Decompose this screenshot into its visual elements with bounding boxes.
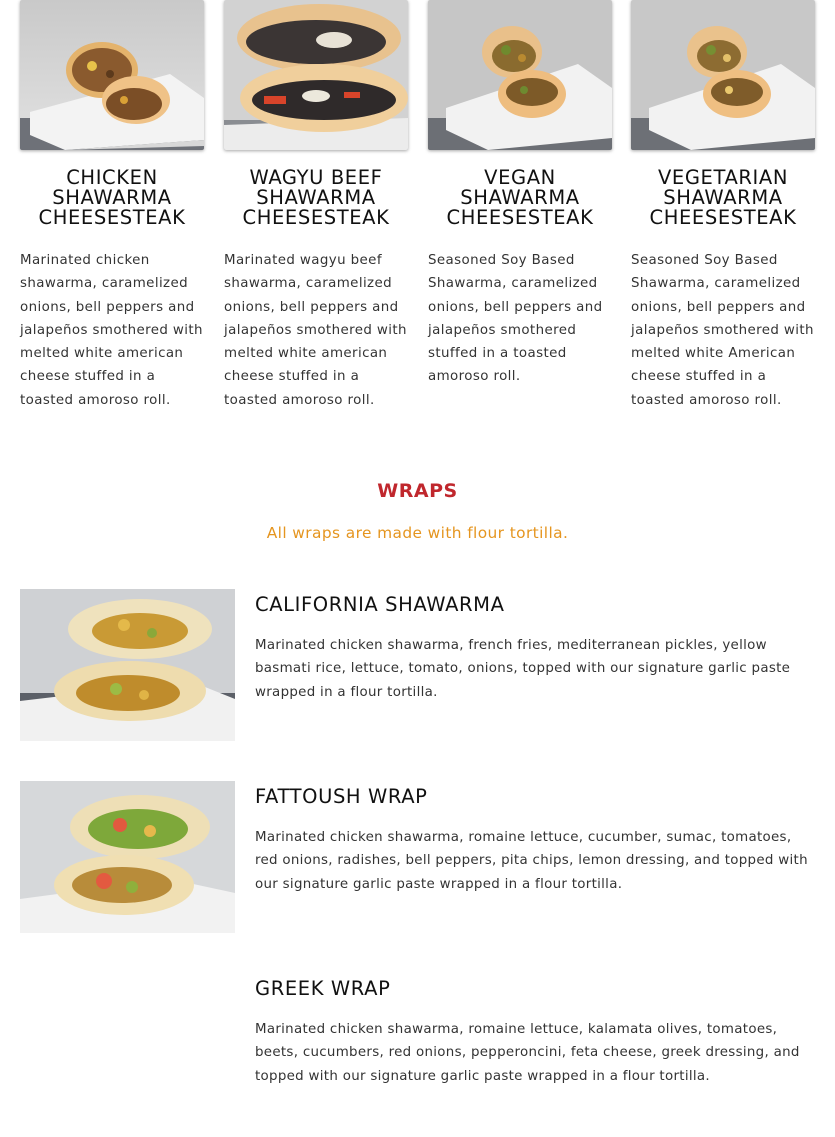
wrap-title: FATTOUSH WRAP [255,785,428,808]
card-title: CHICKEN SHAWARMA CHEESESTEAK [38,166,186,229]
card-title: VEGAN SHAWARMA CHEESESTEAK [446,166,594,229]
section-subtitle-wraps: All wraps are made with flour tortilla. [266,524,569,542]
wrap-description: Marinated chicken shawarma, romaine lettuce, kalamata olives, tomatoes, beets, cucumbers, red onions, pepperoncini, feta cheese, greek dressing, and topped with our signature garlic paste wrapped in a flour tortilla. [255,1022,800,1084]
wrap-title: CALIFORNIA SHAWARMA [255,593,505,616]
menu-item-fattoush-wrap[interactable] [20,781,815,933]
wrap-title: GREEK WRAP [255,977,391,1000]
vegetarian-cheesesteak-photo[interactable] [631,0,815,150]
wrap-description: Marinated chicken shawarma, french fries, mediterranean pickles, yellow basmati rice, lettuce, tomato, onions, topped with our signature garlic paste wrapped in a flour tortilla. [255,638,791,700]
cheesesteak-menu [20,0,815,420]
section-title-wraps: WRAPS [377,480,458,502]
wrap-description: Marinated chicken shawarma, romaine lettuce, cucumber, sumac, tomatoes, red onions, radishes, bell peppers, pita chips, lemon dressing, and topped with our signature garlic paste wrapped in a flour tortilla. [255,830,808,892]
chicken-cheesesteak-photo[interactable] [20,0,204,150]
card-description: Marinated chicken shawarma, caramelized onions, bell peppers and jalapeños smothered with melted white american cheese stuffed in a toasted amoroso roll. [20,253,203,408]
card-title: VEGETARIAN SHAWARMA CHEESESTEAK [649,166,797,229]
card-title: WAGYU BEEF SHAWARMA CHEESESTEAK [242,166,390,229]
card-description: Seasoned Soy Based Shawarma, caramelized onions, bell peppers and jalapeños smothered stuffed in a toasted amoroso roll. [428,253,603,385]
menu-item-greek-wrap[interactable] [20,973,815,1125]
card-description: Seasoned Soy Based Shawarma, caramelized onions, bell peppers and jalapeños smothered with melted white American cheese stuffed in a toasted amoroso roll. [631,253,814,408]
fattoush-wrap-photo[interactable] [20,781,235,933]
california-shawarma-photo[interactable] [20,589,235,741]
wagyu-cheesesteak-photo[interactable] [224,0,408,150]
menu-item-california-shawarma[interactable] [20,589,815,741]
vegan-cheesesteak-photo[interactable] [428,0,612,150]
card-description: Marinated wagyu beef shawarma, caramelized onions, bell peppers and jalapeños smothered with melted white american cheese stuffed in a toasted amoroso roll. [224,253,407,408]
